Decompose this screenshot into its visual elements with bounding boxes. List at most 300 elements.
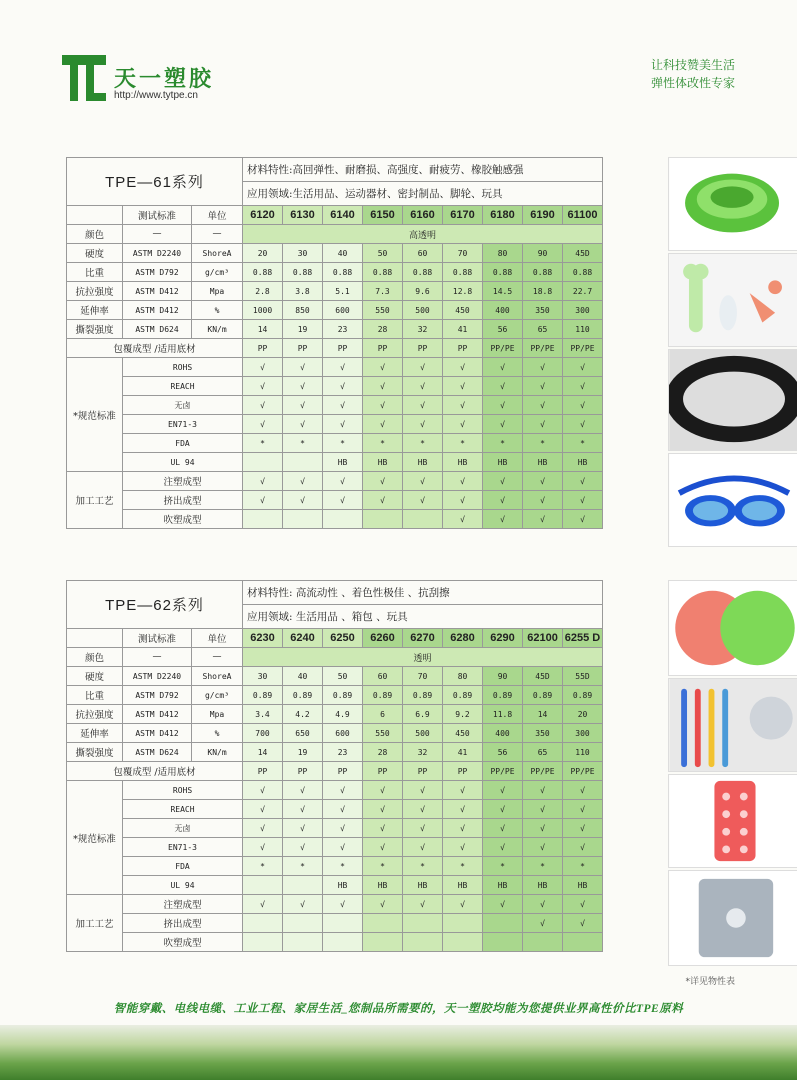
process-value <box>363 510 403 529</box>
unit: KN/m <box>192 743 243 762</box>
standard-value: √ <box>483 415 523 434</box>
test-standard: ASTM D792 <box>123 686 192 705</box>
substrate-value: PP <box>363 762 403 781</box>
model-number: 6150 <box>363 206 403 225</box>
property-value: 4.9 <box>323 705 363 724</box>
row-label: 比重 <box>67 686 123 705</box>
standard-value: * <box>443 857 483 876</box>
process-value: √ <box>403 491 443 510</box>
process-name: 挤出成型 <box>123 914 243 933</box>
color-value: 透明 <box>243 648 603 667</box>
standard-value: √ <box>363 819 403 838</box>
property-value: 45D <box>563 244 603 263</box>
property-value: 90 <box>483 667 523 686</box>
series-title: TPE—62系列 <box>67 581 243 629</box>
test-standard: ASTM D792 <box>123 263 192 282</box>
standard-value: √ <box>323 396 363 415</box>
process-value: √ <box>523 472 563 491</box>
application-fields: 应用领域:生活用品、运动器材、密封制品、脚轮、玩具 <box>243 182 603 206</box>
property-value: 20 <box>563 705 603 724</box>
standard-name: EN71-3 <box>123 415 243 434</box>
standard-value: √ <box>363 358 403 377</box>
test-standard: ASTM D412 <box>123 705 192 724</box>
standard-name: 无卤 <box>123 819 243 838</box>
substrate-value: PP/PE <box>523 339 563 358</box>
unit: ShoreA <box>192 667 243 686</box>
standard-value: HB <box>323 876 363 895</box>
property-value: 0.88 <box>363 263 403 282</box>
standard-value: * <box>523 434 563 453</box>
standard-value: * <box>323 857 363 876</box>
unit: ShoreA <box>192 244 243 263</box>
footnote: *详见物性表 <box>685 977 735 987</box>
tpe62-table <box>66 580 603 952</box>
model-number: 6260 <box>363 629 403 648</box>
process-value <box>323 510 363 529</box>
standard-value: √ <box>443 781 483 800</box>
standard-value: √ <box>443 800 483 819</box>
property-value: 32 <box>403 320 443 339</box>
standard-value: √ <box>443 415 483 434</box>
website-url[interactable]: http://www.tytpe.cn <box>114 90 198 101</box>
bottom-tagline: 智能穿戴、电线电缆、工业工程、家居生活_您制品所需要的，天一塑胶均能为您提供业界高性价比TPE原料 <box>113 1003 684 1015</box>
process-value <box>483 933 523 952</box>
property-value: 45D <box>523 667 563 686</box>
standard-value: * <box>363 434 403 453</box>
row-label-substrate: 包覆成型 /适用底材 <box>67 339 243 358</box>
process-value: √ <box>323 895 363 914</box>
standard-value: √ <box>443 396 483 415</box>
standard-name: REACH <box>123 377 243 396</box>
standard-value: √ <box>403 838 443 857</box>
property-value: 80 <box>443 667 483 686</box>
standard-value: √ <box>403 358 443 377</box>
process-value: √ <box>443 895 483 914</box>
standard-value: HB <box>443 453 483 472</box>
process-value: √ <box>483 472 523 491</box>
standard-name: ROHS <box>123 781 243 800</box>
property-value: 56 <box>483 320 523 339</box>
standard-value: √ <box>403 781 443 800</box>
standard-value: √ <box>363 800 403 819</box>
process-value: √ <box>563 895 603 914</box>
property-value: 14 <box>243 320 283 339</box>
standard-value: √ <box>563 396 603 415</box>
property-value: 60 <box>403 244 443 263</box>
process-name: 吹塑成型 <box>123 933 243 952</box>
header-test-standard: 测试标准 <box>123 206 192 225</box>
standard-value: √ <box>483 838 523 857</box>
process-value: √ <box>443 510 483 529</box>
series-title: TPE—61系列 <box>67 158 243 206</box>
process-value: √ <box>523 491 563 510</box>
process-value: √ <box>283 491 323 510</box>
standard-value: * <box>523 857 563 876</box>
property-value: 60 <box>363 667 403 686</box>
standard-value: √ <box>243 838 283 857</box>
substrate-value: PP <box>443 762 483 781</box>
property-value: 350 <box>523 724 563 743</box>
row-label-color: 颜色 <box>67 225 123 244</box>
property-value: 500 <box>403 724 443 743</box>
process-value <box>243 933 283 952</box>
standard-value: √ <box>323 781 363 800</box>
property-value: 90 <box>523 244 563 263</box>
property-value: 14 <box>243 743 283 762</box>
process-value: √ <box>483 491 523 510</box>
standard-value: √ <box>483 819 523 838</box>
standard-value: * <box>243 857 283 876</box>
standard-value: √ <box>443 838 483 857</box>
slogan-line-2: 弹性体改性专家 <box>650 76 735 90</box>
process-value: √ <box>363 491 403 510</box>
standard-value: HB <box>483 876 523 895</box>
property-value: 2.8 <box>243 282 283 301</box>
standard-value: * <box>403 434 443 453</box>
standard-value: * <box>443 434 483 453</box>
standard-value: √ <box>243 377 283 396</box>
substrate-value: PP <box>403 762 443 781</box>
property-value: 1000 <box>243 301 283 320</box>
process-value <box>283 933 323 952</box>
process-value: √ <box>483 510 523 529</box>
property-value: 56 <box>483 743 523 762</box>
process-value <box>403 933 443 952</box>
standard-value: HB <box>523 453 563 472</box>
property-value: 14 <box>523 705 563 724</box>
model-number: 6270 <box>403 629 443 648</box>
standard-value: √ <box>563 819 603 838</box>
standard-value: √ <box>323 800 363 819</box>
property-value: 450 <box>443 301 483 320</box>
standard-value <box>283 876 323 895</box>
property-value: 0.89 <box>323 686 363 705</box>
model-number: 6240 <box>283 629 323 648</box>
standard-value <box>283 453 323 472</box>
property-value: 0.89 <box>523 686 563 705</box>
standard-name: 无卤 <box>123 396 243 415</box>
property-value: 5.1 <box>323 282 363 301</box>
row-label: 硬度 <box>67 667 123 686</box>
process-value <box>403 914 443 933</box>
process-value: √ <box>243 472 283 491</box>
standards-group-label: *规范标准 <box>67 781 123 895</box>
model-number: 62100 <box>523 629 563 648</box>
standard-value: HB <box>483 453 523 472</box>
property-value: 50 <box>363 244 403 263</box>
process-value <box>243 510 283 529</box>
standard-value: √ <box>523 781 563 800</box>
tpe61-table <box>66 157 603 529</box>
grass-banner-image <box>0 1025 797 1080</box>
unit: g/cm³ <box>192 686 243 705</box>
standard-value: √ <box>323 819 363 838</box>
process-name: 吹塑成型 <box>123 510 243 529</box>
standard-value: √ <box>363 838 403 857</box>
property-value: 70 <box>443 244 483 263</box>
process-value <box>563 933 603 952</box>
property-value: 600 <box>323 724 363 743</box>
model-number: 61100 <box>563 206 603 225</box>
standard-value: √ <box>563 415 603 434</box>
process-value: √ <box>323 491 363 510</box>
dash: — <box>192 648 243 667</box>
property-value: 0.89 <box>443 686 483 705</box>
standard-value: √ <box>243 800 283 819</box>
property-value: 50 <box>323 667 363 686</box>
property-value: 110 <box>563 743 603 762</box>
swim-goggles-photo <box>668 453 797 547</box>
standard-value: √ <box>243 358 283 377</box>
property-value: 19 <box>283 743 323 762</box>
property-value: 0.88 <box>283 263 323 282</box>
model-number: 6180 <box>483 206 523 225</box>
dash: — <box>123 225 192 244</box>
standard-value: √ <box>283 415 323 434</box>
property-value: 0.88 <box>243 263 283 282</box>
ice-tray-photo <box>668 774 797 868</box>
property-value: 0.88 <box>403 263 443 282</box>
process-value: √ <box>443 491 483 510</box>
standard-value: √ <box>563 781 603 800</box>
property-value: 550 <box>363 301 403 320</box>
property-value: 20 <box>243 244 283 263</box>
standard-value: * <box>563 857 603 876</box>
property-value: 650 <box>283 724 323 743</box>
property-value: 0.89 <box>243 686 283 705</box>
standard-value: * <box>483 857 523 876</box>
substrate-value: PP <box>323 762 363 781</box>
unit: g/cm³ <box>192 263 243 282</box>
process-value <box>443 933 483 952</box>
standard-value: √ <box>483 396 523 415</box>
standard-name: UL 94 <box>123 876 243 895</box>
process-name: 挤出成型 <box>123 491 243 510</box>
unit: % <box>192 724 243 743</box>
standard-value: √ <box>243 396 283 415</box>
process-value: √ <box>563 914 603 933</box>
company-logo-icon <box>62 55 106 101</box>
property-value: 23 <box>323 743 363 762</box>
standard-value: √ <box>563 838 603 857</box>
standard-value: √ <box>243 781 283 800</box>
property-value: 41 <box>443 743 483 762</box>
property-value: 0.88 <box>523 263 563 282</box>
standard-value: √ <box>363 377 403 396</box>
property-value: 550 <box>363 724 403 743</box>
property-value: 3.8 <box>283 282 323 301</box>
model-number: 6290 <box>483 629 523 648</box>
standard-value: √ <box>283 396 323 415</box>
standard-value: √ <box>403 819 443 838</box>
substrate-value: PP <box>283 762 323 781</box>
unit: % <box>192 301 243 320</box>
row-label: 延伸率 <box>67 301 123 320</box>
process-value: √ <box>403 895 443 914</box>
property-value: 40 <box>323 244 363 263</box>
standard-value: HB <box>323 453 363 472</box>
material-properties: 材料特性:高回弹性、耐磨损、高强度、耐疲劳、橡胶触感强 <box>243 158 603 182</box>
unit: Mpa <box>192 705 243 724</box>
row-label: 撕裂强度 <box>67 743 123 762</box>
process-value: √ <box>563 491 603 510</box>
header-unit: 单位 <box>192 206 243 225</box>
standard-value: √ <box>523 800 563 819</box>
property-value: 18.8 <box>523 282 563 301</box>
standard-name: FDA <box>123 857 243 876</box>
row-label: 抗拉强度 <box>67 282 123 301</box>
process-value: √ <box>563 472 603 491</box>
standard-value: * <box>403 857 443 876</box>
property-value: 0.88 <box>323 263 363 282</box>
process-value: √ <box>363 895 403 914</box>
row-label-color: 颜色 <box>67 648 123 667</box>
substrate-value: PP <box>323 339 363 358</box>
unit: Mpa <box>192 282 243 301</box>
property-value: 41 <box>443 320 483 339</box>
property-value: 0.88 <box>483 263 523 282</box>
standard-value: √ <box>523 819 563 838</box>
standard-value: HB <box>523 876 563 895</box>
material-properties: 材料特性: 高流动性 、着色性极佳 、抗刮擦 <box>243 581 603 605</box>
standard-value: HB <box>563 453 603 472</box>
process-value <box>363 933 403 952</box>
process-group-label: 加工工艺 <box>67 472 123 529</box>
standard-name: ROHS <box>123 358 243 377</box>
standard-value <box>243 453 283 472</box>
model-number: 6280 <box>443 629 483 648</box>
standard-value: √ <box>563 358 603 377</box>
standard-value: HB <box>363 453 403 472</box>
standard-value: √ <box>283 358 323 377</box>
standard-name: EN71-3 <box>123 838 243 857</box>
standard-value: * <box>243 434 283 453</box>
property-value: 300 <box>563 724 603 743</box>
property-value: 14.5 <box>483 282 523 301</box>
property-value: 65 <box>523 320 563 339</box>
substrate-value: PP/PE <box>483 762 523 781</box>
property-value: 700 <box>243 724 283 743</box>
property-value: 32 <box>403 743 443 762</box>
substrate-value: PP <box>443 339 483 358</box>
process-value: √ <box>243 895 283 914</box>
model-number: 6190 <box>523 206 563 225</box>
process-value <box>523 933 563 952</box>
standard-value: √ <box>283 781 323 800</box>
process-value <box>403 510 443 529</box>
property-value: 12.8 <box>443 282 483 301</box>
standard-value: √ <box>483 377 523 396</box>
substrate-value: PP/PE <box>563 339 603 358</box>
property-value: 0.89 <box>563 686 603 705</box>
property-value: 7.3 <box>363 282 403 301</box>
toothbrush-photo <box>668 678 797 772</box>
property-value: 28 <box>363 320 403 339</box>
standard-value: √ <box>243 819 283 838</box>
substrate-value: PP <box>403 339 443 358</box>
standard-value: √ <box>323 415 363 434</box>
standard-value: √ <box>563 800 603 819</box>
process-name: 注塑成型 <box>123 895 243 914</box>
standard-value: HB <box>443 876 483 895</box>
frisbee-photo <box>668 580 797 676</box>
green-collapsible-bowl-photo <box>668 157 797 251</box>
model-number: 6250 <box>323 629 363 648</box>
property-value: 400 <box>483 724 523 743</box>
substrate-value: PP/PE <box>523 762 563 781</box>
row-label: 延伸率 <box>67 724 123 743</box>
standard-value: HB <box>363 876 403 895</box>
standard-value: √ <box>283 800 323 819</box>
property-value: 28 <box>363 743 403 762</box>
model-number: 6230 <box>243 629 283 648</box>
model-number: 6170 <box>443 206 483 225</box>
application-fields: 应用领域: 生活用品 、箱包 、玩具 <box>243 605 603 629</box>
property-value: 0.89 <box>483 686 523 705</box>
test-standard: ASTM D412 <box>123 282 192 301</box>
standard-value: √ <box>443 819 483 838</box>
tpe62-section <box>66 580 734 952</box>
process-name: 注塑成型 <box>123 472 243 491</box>
standard-value: √ <box>403 377 443 396</box>
unit: KN/m <box>192 320 243 339</box>
process-value: √ <box>403 472 443 491</box>
model-number: 6140 <box>323 206 363 225</box>
row-label: 撕裂强度 <box>67 320 123 339</box>
property-value: 40 <box>283 667 323 686</box>
process-value: √ <box>323 472 363 491</box>
property-value: 3.4 <box>243 705 283 724</box>
test-standard: ASTM D624 <box>123 743 192 762</box>
header-test-standard: 测试标准 <box>123 629 192 648</box>
standard-name: UL 94 <box>123 453 243 472</box>
property-value: 4.2 <box>283 705 323 724</box>
standard-value: √ <box>443 377 483 396</box>
standard-value: √ <box>363 415 403 434</box>
property-value: 55D <box>563 667 603 686</box>
row-label: 比重 <box>67 263 123 282</box>
process-value <box>443 914 483 933</box>
property-value: 110 <box>563 320 603 339</box>
standard-value: √ <box>483 800 523 819</box>
standard-value: √ <box>363 781 403 800</box>
dash: — <box>192 225 243 244</box>
standard-value: √ <box>243 415 283 434</box>
standard-value: √ <box>523 377 563 396</box>
property-value: 22.7 <box>563 282 603 301</box>
test-standard: ASTM D2240 <box>123 667 192 686</box>
process-value: √ <box>523 914 563 933</box>
substrate-value: PP <box>243 762 283 781</box>
standard-value: √ <box>403 396 443 415</box>
bone-toy-photo <box>668 253 797 347</box>
standard-value: √ <box>363 396 403 415</box>
test-standard: ASTM D624 <box>123 320 192 339</box>
substrate-value: PP <box>243 339 283 358</box>
black-tire-photo <box>668 349 797 451</box>
property-value: 0.88 <box>443 263 483 282</box>
property-value: 6.9 <box>403 705 443 724</box>
standard-value: √ <box>323 377 363 396</box>
standard-value: √ <box>283 838 323 857</box>
standard-value <box>243 876 283 895</box>
property-value: 350 <box>523 301 563 320</box>
standard-value: √ <box>483 358 523 377</box>
standard-value: * <box>283 434 323 453</box>
process-value <box>363 914 403 933</box>
model-number: 6120 <box>243 206 283 225</box>
dash: — <box>123 648 192 667</box>
